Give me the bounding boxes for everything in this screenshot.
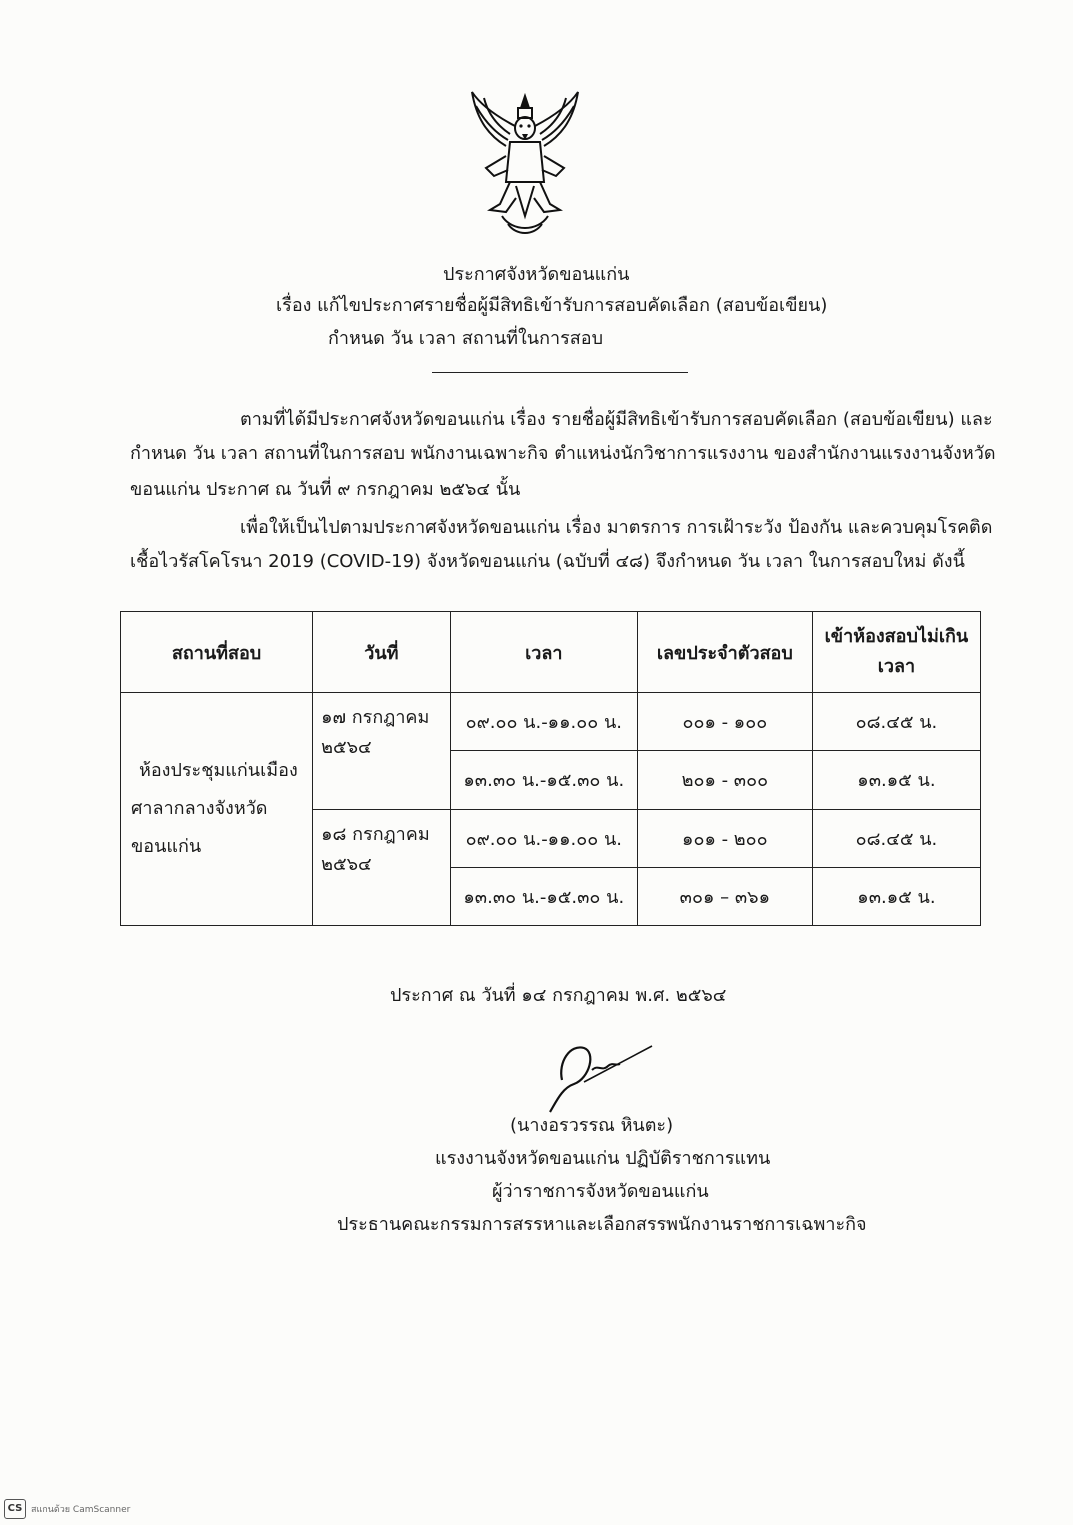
exam-id-cell: ๑๐๑ - ๒๐๐ — [637, 809, 812, 867]
header-date: วันที่ — [313, 612, 451, 693]
header-venue: สถานที่สอบ — [121, 612, 313, 693]
date-cell: ๑๘ กรกฎาคม ๒๕๖๔ — [313, 809, 451, 926]
venue-cell — [121, 693, 313, 926]
venue-line-3: ขอนแก่น — [131, 836, 202, 857]
date-cell: ๑๗ กรกฎาคม ๒๕๖๔ — [313, 693, 451, 810]
signer-name: (นางอรวรรณ หินตะ) — [510, 1115, 674, 1136]
paragraph-1-line-3: ขอนแก่น ประกาศ ณ วันที่ ๙ กรกฎาคม ๒๕๖๔ นั้น — [130, 479, 521, 500]
room-entry-cell: ๐๘.๔๕ น. — [812, 693, 980, 751]
paragraph-1-line-2: กำหนด วัน เวลา สถานที่ในการสอบ พนักงานเฉพาะกิจ ตำแหน่งนักวิชาการแรงงาน ของสำนักงานแรงงานจังหวัด — [130, 443, 996, 464]
paragraph-2-line-2: เชื้อไวรัสโคโรนา 2019 (COVID-19) จังหวัดขอนแก่น (ฉบับที่ ๔๘) จึงกำหนด วัน เวลา ในการสอบใหม่ ดังนี้ — [130, 551, 965, 572]
signer-title-2: ผู้ว่าราชการจังหวัดขอนแก่น — [492, 1181, 709, 1202]
room-entry-cell: ๑๓.๑๕ น. — [812, 867, 980, 925]
exam-id-cell: ๓๐๑ – ๓๖๑ — [637, 867, 812, 925]
exam-schedule-table — [120, 611, 981, 926]
signer-title-3: ประธานคณะกรรมการสรรหาและเลือกสรรพนักงานราชการเฉพาะกิจ — [337, 1214, 867, 1235]
announcement-agency: ประกาศจังหวัดขอนแก่น — [443, 264, 630, 285]
garuda-emblem — [466, 86, 584, 242]
time-cell: ๑๓.๓๐ น.-๑๕.๓๐ น. — [450, 867, 637, 925]
time-cell: ๐๙.๐๐ น.-๑๑.๐๐ น. — [450, 693, 637, 751]
time-cell: ๑๓.๓๐ น.-๑๕.๓๐ น. — [450, 751, 637, 809]
exam-id-cell: ๒๐๑ - ๓๐๐ — [637, 751, 812, 809]
header-time: เวลา — [450, 612, 637, 693]
paragraph-2-line-1: เพื่อให้เป็นไปตามประกาศจังหวัดขอนแก่น เรื่อง มาตรการ การเฝ้าระวัง ป้องกัน และควบคุมโรคติด — [240, 517, 993, 538]
header-room-entry: เข้าห้องสอบไม่เกิน เวลา — [812, 612, 980, 693]
scanner-watermark — [4, 1499, 130, 1519]
camscanner-icon: CS — [4, 1499, 26, 1519]
table-header-row — [121, 612, 981, 693]
time-cell: ๐๙.๐๐ น.-๑๑.๐๐ น. — [450, 809, 637, 867]
header-divider — [432, 372, 688, 373]
room-entry-cell: ๐๘.๔๕ น. — [812, 809, 980, 867]
paragraph-1-line-1: ตามที่ได้มีประกาศจังหวัดขอนแก่น เรื่อง รายชื่อผู้มีสิทธิเข้ารับการสอบคัดเลือก (สอบข้อเขียน) และ — [240, 409, 993, 430]
signature — [540, 1036, 660, 1116]
venue-line-2: ศาลากลางจังหวัด — [131, 798, 268, 819]
venue-line-1: ห้องประชุมแก่นเมือง — [139, 760, 298, 781]
announcement-subject-cont: กำหนด วัน เวลา สถานที่ในการสอบ — [328, 328, 603, 349]
room-entry-cell: ๑๓.๑๕ น. — [812, 751, 980, 809]
exam-id-cell: ๐๐๑ - ๑๐๐ — [637, 693, 812, 751]
table-row — [121, 693, 981, 751]
announcement-subject: เรื่อง แก้ไขประกาศรายชื่อผู้มีสิทธิเข้ารับการสอบคัดเลือก (สอบข้อเขียน) — [276, 295, 828, 316]
header-exam-id: เลขประจำตัวสอบ — [637, 612, 812, 693]
signer-title-1: แรงงานจังหวัดขอนแก่น ปฏิบัติราชการแทน — [435, 1148, 771, 1169]
announce-date: ประกาศ ณ วันที่ ๑๔ กรกฎาคม พ.ศ. ๒๕๖๔ — [390, 985, 727, 1006]
scanner-label: สแกนด้วย CamScanner — [31, 1505, 131, 1515]
